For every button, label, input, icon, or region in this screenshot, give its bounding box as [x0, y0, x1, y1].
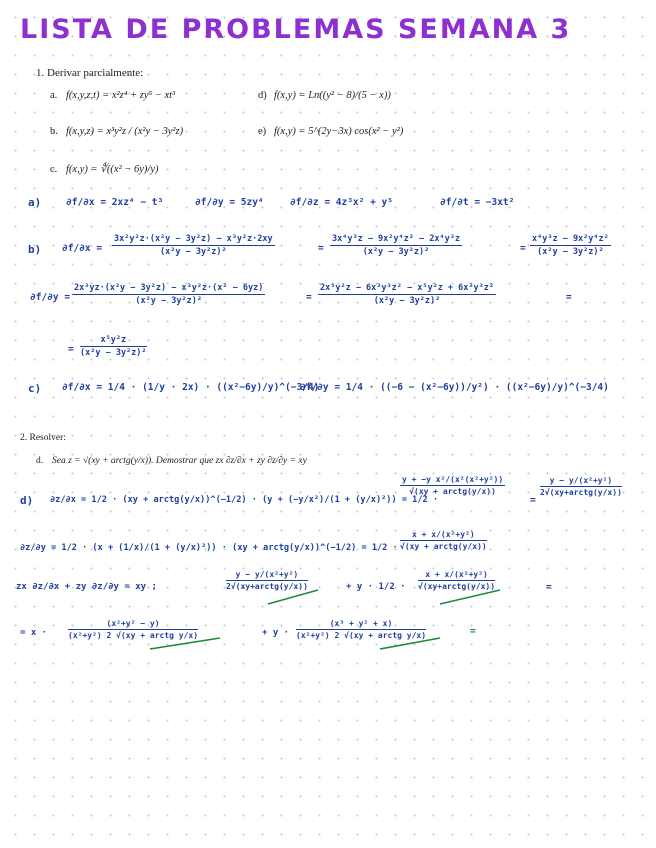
answer-2d-dzdx-lhs: ∂z/∂x = 1/2 · (xy + arctg(y/x))^(−1/2) · (y + (−y/x²)/(1 + (y/x)²)) = 1/2 ·: [50, 495, 439, 505]
answer-2d-final-equals: =: [470, 626, 476, 637]
answer-a-dfdy: ∂f/∂y = 5zy⁴: [195, 197, 264, 208]
answer-a-dfdz: ∂f/∂z = 4z³x² + y⁵: [290, 197, 393, 208]
answer-2d-line3-fraction-2: x + x/(x²+y²) √(xy+arctg(y/x)): [418, 570, 496, 591]
answer-b-lhs-y: ∂f/∂y =: [30, 292, 71, 303]
answer-b-equals-3: =: [306, 292, 312, 303]
section-1-heading: 1. Derivar parcialmente:: [36, 67, 144, 79]
answer-2d-line3-lhs: zx ∂z/∂x + zy ∂z/∂y = xy ;: [16, 582, 157, 592]
answer-2d-line4-fraction-2: (x³ + y² + x) (x²+y²) 2 √(xy + arctg y/x): [296, 619, 427, 640]
answer-b-equals-2: =: [520, 243, 526, 254]
problem-1d: d) f(x,y) = Ln((y² − 8)/(5 − x)): [258, 90, 391, 101]
answer-b-equals-4: =: [566, 292, 572, 303]
answer-b-equals-1: =: [318, 243, 324, 254]
answer-b-result: $\frac{\text{x⁵y²z}}{\text{(x²y − 3y²z)²}}$: [80, 335, 147, 358]
answer-2d-label: d): [20, 494, 34, 507]
answer-c-dfdx: ∂f/∂x = 1/4 · (1/y · 2x) · ((x²−6y)/y)^(−3/4): [62, 382, 320, 393]
answer-b-lhs-x: ∂f/∂x =: [62, 243, 103, 254]
answer-2d-dzdy-lhs: ∂z/∂y = 1/2 · (x + (1/x)/(1 + (y/x)²)) · (xy + arctg(y/x))^(−1/2) = 1/2 ·: [20, 543, 398, 553]
answer-b-fraction-3: $\frac{\text{x⁴y³z − 9x²y⁴z²}}{\text{(x²y − 3y²z)²}}$: [532, 234, 609, 257]
answer-2d-line3-fraction-1: y − y/(x²+y²) 2√(xy+arctg(y/x)): [226, 570, 308, 591]
answer-2d-line3-plus: + y · 1/2 ·: [346, 582, 406, 592]
answer-b-equals-5: =: [68, 344, 74, 355]
answer-b-fraction-2: $\frac{\text{3x⁴y³z − 9x²y⁴z² − 2x⁴y³z}}{\text{(x²y − 3y²z)²}}$: [332, 234, 460, 257]
answer-b-label: b): [28, 243, 42, 256]
answer-a-dfdt: ∂f/∂t = −3xt²: [440, 197, 515, 208]
answer-c-label: c): [28, 382, 42, 395]
answer-b-fraction-5: $\frac{\text{2x⁵y²z − 6x³y³z² − x⁵y²z + 6x³y³z²}}{\text{(x²y − 3y²z)²}}$: [320, 283, 494, 306]
answer-a-label: a): [28, 196, 42, 209]
answer-2d-line4-start: = x ·: [20, 628, 48, 638]
problem-2d: d. Sea z = √(xy + arctg(y/x)). Demostrar que zx ∂z/∂x + zy ∂z/∂y = xy: [36, 456, 307, 466]
answer-2d-equals-2: =: [546, 582, 552, 593]
answer-2d-dzdx-fraction: y + −y x²/(x²(x²+y²)) √(xy + arctg(y/x)): [402, 475, 504, 496]
answer-2d-equals-1: =: [530, 495, 536, 506]
strike-mark: [380, 638, 440, 649]
problem-1c: c. f(x,y) = ∜((x² − 6y)/y): [50, 164, 159, 175]
strike-mark: [268, 590, 318, 604]
section-2-heading: 2. Resolver:: [20, 433, 66, 443]
answer-c-dfdy: ∂f/∂y = 1/4 · ((−6 − (x²−6y))/y²) · ((x²−6y)/y)^(−3/4): [300, 382, 609, 393]
answer-2d-line4-fraction-1: (x²+y² − y) (x²+y²) 2 √(xy + arctg y/x): [68, 619, 199, 640]
strike-mark: [150, 638, 220, 649]
answer-2d-dzdx-result: y − y/(x²+y²) 2√(xy+arctg(y/x)): [540, 476, 622, 497]
answer-a-dfdx: ∂f/∂x = 2xz⁴ − t³: [66, 197, 164, 208]
problem-1e: e) f(x,y) = 5^(2y−3x) cos(x² − y²): [258, 126, 404, 137]
problem-1a: a. f(x,y,z,t) = x²z⁴ + zy⁵ − xt³: [50, 90, 176, 101]
answer-2d-dzdy-fraction: x + x/(x²+y²) √(xy + arctg(y/x)): [400, 530, 487, 551]
answer-b-fraction-4: $\frac{\text{2x³yz·(x²y − 3y²z) − x³y²z·(x² − 6yz)}}{\text{(x²y − 3y²z)²}}$: [74, 283, 264, 306]
answer-b-fraction-1: $\frac{\text{3x²y²z·(x²y − 3y²z) − x³y²z·2xy}}{\text{(x²y − 3y²z)²}}$: [114, 234, 273, 257]
problem-1b: b. f(x,y,z) = x³y²z / (x²y − 3y²z): [50, 126, 184, 137]
strike-mark: [440, 590, 500, 604]
page-title: LISTA DE PROBLEMAS SEMANA 3: [20, 14, 572, 45]
answer-2d-line4-plus: + y ·: [262, 628, 290, 638]
